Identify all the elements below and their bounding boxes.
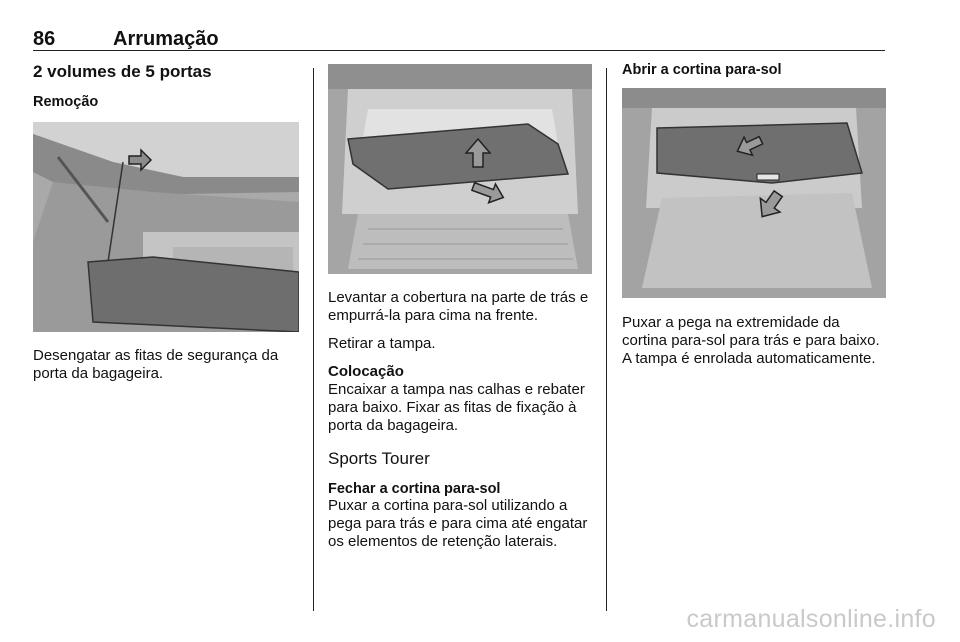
install-heading: Colocação (328, 363, 404, 380)
illustration-tailgate-strap-removal (33, 122, 299, 332)
page-header (33, 28, 885, 51)
column-divider-1 (313, 68, 314, 611)
page-number: 86 (33, 28, 56, 50)
open-blind-heading: Abrir a cortina para-sol (622, 62, 782, 78)
lift-instruction: Levantar a cobertura na parte de trás e empurrá-la para cima na frente. (328, 289, 589, 324)
column-divider-2 (606, 68, 607, 611)
section-title-5-door: 2 volumes de 5 portas (33, 62, 212, 81)
section-title-sports-tourer: Sports Tourer (328, 449, 430, 468)
install-text: Encaixar a tampa nas calhas e rebater para baixo. Fixar as fitas de fixação à porta da bagageira. (328, 381, 585, 434)
install-block (328, 363, 592, 435)
illustration-cover-lift (328, 64, 592, 274)
removal-caption: Desengatar as fitas de segurança da porta da bagageira. (33, 347, 279, 382)
close-blind-heading: Fechar a cortina para-sol (328, 481, 501, 497)
column-3 (622, 62, 886, 378)
watermark: carmanualsonline.info (686, 605, 936, 633)
close-blind-text: Puxar a cortina para-sol utilizando a pega para trás e para cima até engatar os elementos de retenção laterais. (328, 497, 588, 550)
column-1 (33, 62, 299, 393)
illustration-blind-open (622, 88, 886, 298)
chapter-title: Arrumação (113, 28, 219, 50)
column-2 (328, 62, 592, 561)
remove-instruction: Retirar a tampa. (328, 335, 436, 352)
open-blind-text: Puxar a pega na extremidade da cortina para-sol para trás e para baixo. A tampa é enrolada automaticamente. (622, 314, 880, 367)
removal-heading: Remoção (33, 94, 99, 110)
